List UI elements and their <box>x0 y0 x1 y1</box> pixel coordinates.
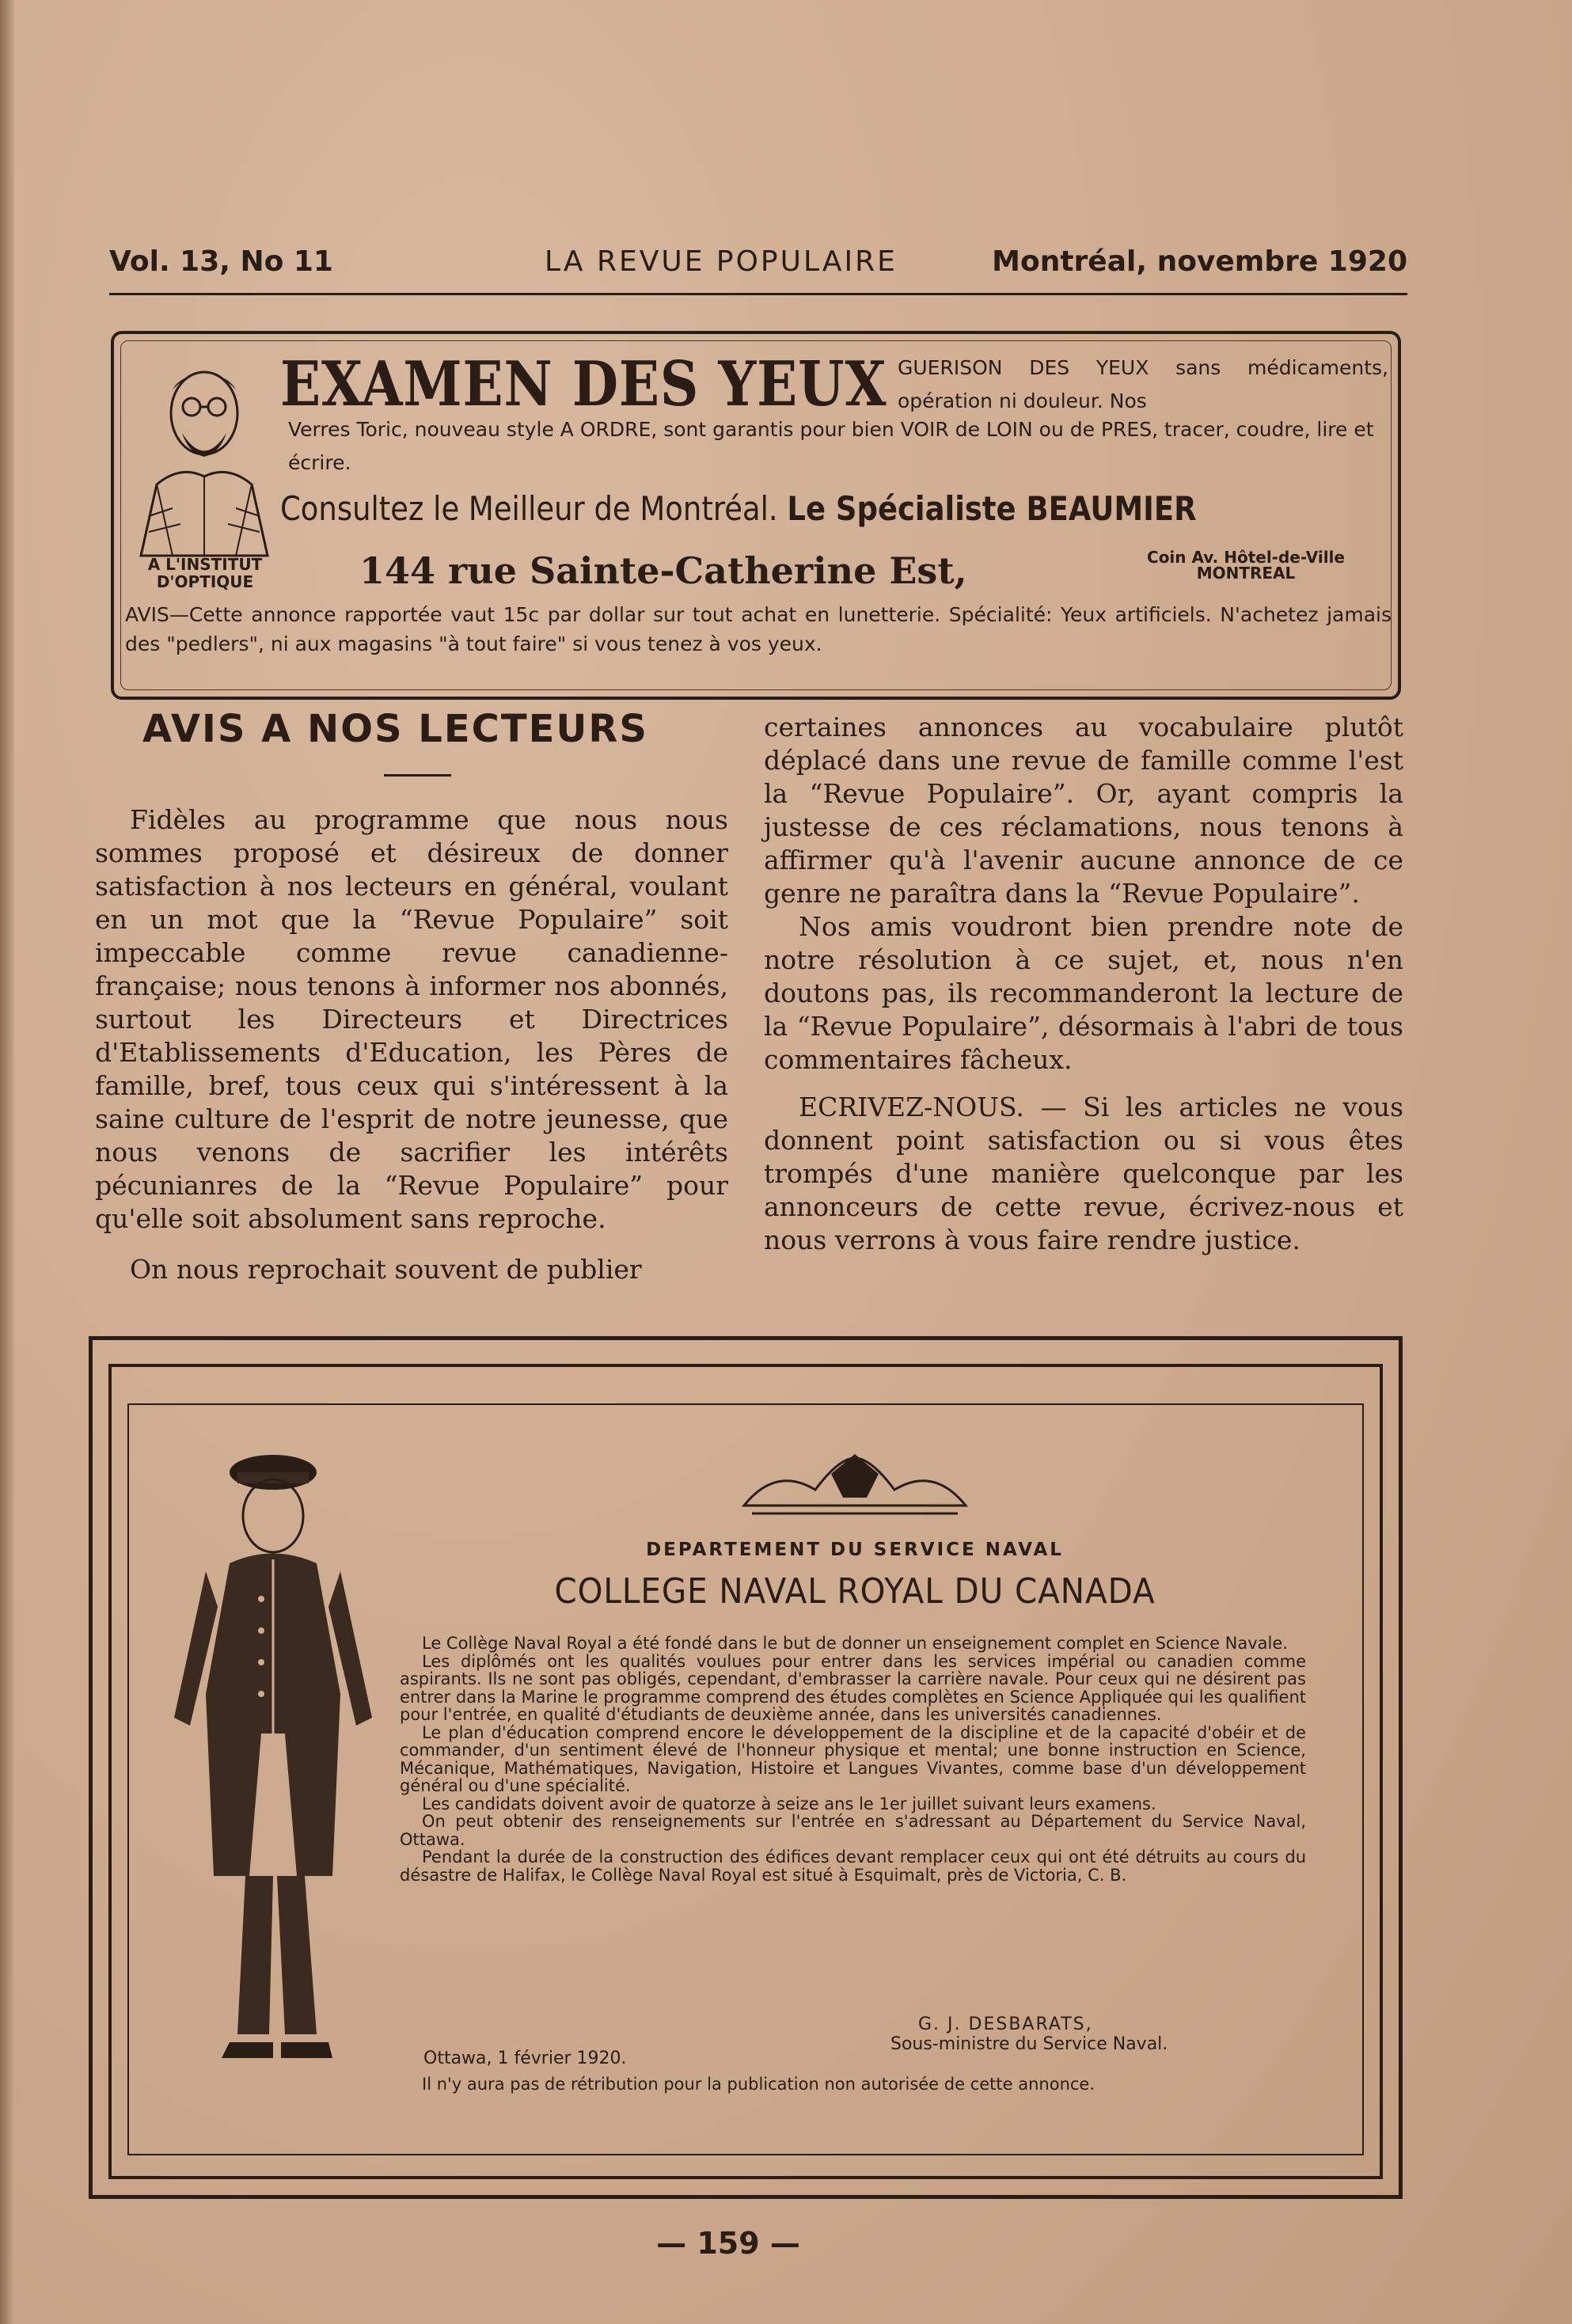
ad-verres-text: Verres Toric, nouveau style A ORDRE, sont garantis pour bien VOIR de LOIN ou de PRES, tracer, coudre, lire et écrire. <box>288 418 1374 474</box>
street-address: 144 rue Sainte-Catherine Est, <box>359 549 967 592</box>
ad-notice: AVIS—Cette annonce rapportée vaut 15c par dollar sur tout achat en lunetterie. Spécialité: Yeux artificiels. N'achetez jamais des "pedlers", ni aux magasins "à tout faire" si vous tenez à vos yeux. <box>125 603 1392 655</box>
signatory-name: G. J. DESBARATS, <box>918 2015 1093 2034</box>
ad-consult-line <box>280 489 1197 528</box>
eye-exam-advertisement <box>111 331 1401 700</box>
paragraph: On nous reprochait souvent de publier <box>130 1254 642 1285</box>
naval-ad-body <box>400 1635 1306 1884</box>
signatory-title: Sous-ministre du Service Naval. <box>890 2034 1168 2054</box>
header-rule <box>109 293 1407 295</box>
title-rule <box>384 774 451 777</box>
specialist-name: Le Spécialiste BEAUMIER <box>787 489 1197 528</box>
institute-name: A L'INSTITUT D'OPTIQUE <box>147 555 263 591</box>
paragraph: Nos amis voudront bien prendre note de notre résolution à ce sujet, et, nous n'en doutons pas, ils recommanderont la lecture de la “Revue Populaire”, désormais à l'abri de tous commentaires fâcheux. <box>764 911 1403 1075</box>
article-title: AVIS A NOS LECTEURS <box>142 707 648 751</box>
ad-guerison-text: GUERISON DES YEUX sans médicaments, opération ni douleur. Nos <box>898 356 1388 412</box>
naval-paragraph: Le Collège Naval Royal a été fondé dans le but de donner un enseignement complet en Science Navale. <box>422 1634 1288 1653</box>
paragraph: certaines annonces au vocabulaire plutôt déplacé dans une revue de famille comme l'est la “Revue Populaire”. Or, ayant compris la justesse de ces réclamations, nous tenons à affirmer qu'à l'avenir aucune annonce de ce genre ne paraîtra dans la “Revue Populaire”. <box>764 712 1403 909</box>
article-left-column <box>95 803 728 1286</box>
department-name: DEPARTEMENT DU SERVICE NAVAL <box>646 1540 1064 1560</box>
article-right-column <box>764 711 1403 1257</box>
page-number: — 159 — <box>656 2226 800 2261</box>
paragraph: ECRIVEZ-NOUS. — Si les articles ne vous donnent point satisfaction ou si vous êtes trompés d'une manière quelconque par les annonceurs de cette revue, écrivez-nous et nous verrons à vous faire rendre justice. <box>764 1092 1403 1255</box>
naval-cadet-illustration-icon <box>142 1433 396 2066</box>
naval-paragraph: Les candidats doivent avoir de quatorze à seize ans le 1er juillet suivant leurs examens. <box>422 1794 1156 1813</box>
naval-paragraph: Le plan d'éducation comprend encore le développement de la discipline et de la capacité d'obéir et de commander, d'un sentiment élevé de l'honneur physique et mental; une bonne instruction en Science, Mécanique, Mathématiques, Navigation, Histoire et Langues Vivantes, comme base d'un développement général ou d'une spécialité. <box>400 1722 1306 1795</box>
paragraph: Fidèles au programme que nous nous sommes proposé et désireux de donner satisfaction à nos lecteurs en général, voulant en un mot que la “Revue Populaire” soit impeccable comme revue canadienne-française; nous tenons à informer nos abonnés, surtout les Directeurs et Directrices d'Etablissements d'Education, les Pères de famille, bref, tous ceux qui s'intéressent à la saine culture de l'esprit de notre jeunesse, que nous venons de sacrifier les intérêts pécunianres de la “Revue Populaire” pour qu'elle soit absolument sans reproche. <box>95 804 728 1234</box>
naval-paragraph: Les diplômés ont les qualités voulues pour entrer dans les services impérial ou canadien comme aspirants. Ils ne sont pas obligés, cependant, d'embrasser la carrière navale. Pour ceux qui ne désirent pas entrer dans la Marine le programme comprend des études complètes en Science Appliquée qui les qualifient pour l'entrée, en qualité d'étudiants de deuxième année, dans les universités canadiennes. <box>400 1651 1306 1724</box>
running-header <box>109 245 1407 285</box>
journal-title: LA REVUE POPULAIRE <box>545 245 898 278</box>
street-corner: Coin Av. Hôtel-de-Ville MONTREAL <box>1147 548 1345 583</box>
college-name: COLLEGE NAVAL ROYAL DU CANADA <box>554 1571 1156 1612</box>
royal-crest-icon <box>728 1450 982 1521</box>
retribution-notice: Il n'y aura pas de rétribution pour la publication non autorisée de cette annonce. <box>422 2075 1095 2094</box>
consult-prefix: Consultez le Meilleur de Montréal. <box>280 489 778 528</box>
volume-number: Vol. 13, No 11 <box>109 245 333 278</box>
optician-portrait-icon <box>125 358 283 564</box>
page-edge <box>0 0 14 2324</box>
issue-date: Montréal, novembre 1920 <box>992 245 1407 278</box>
naval-paragraph: Pendant la durée de la construction des édifices devant remplacer ceux qui ont été détruits au cours du désastre de Halifax, le Collège Naval Royal est situé à Esquimalt, près de Victoria, C. B. <box>400 1847 1306 1885</box>
naval-paragraph: On peut obtenir des renseignements sur l'entrée en s'adressant au Département du Service Naval, Ottawa. <box>400 1812 1306 1849</box>
place-date: Ottawa, 1 février 1920. <box>423 2049 627 2068</box>
ad-headline: EXAMEN DES YEUX <box>280 348 887 420</box>
